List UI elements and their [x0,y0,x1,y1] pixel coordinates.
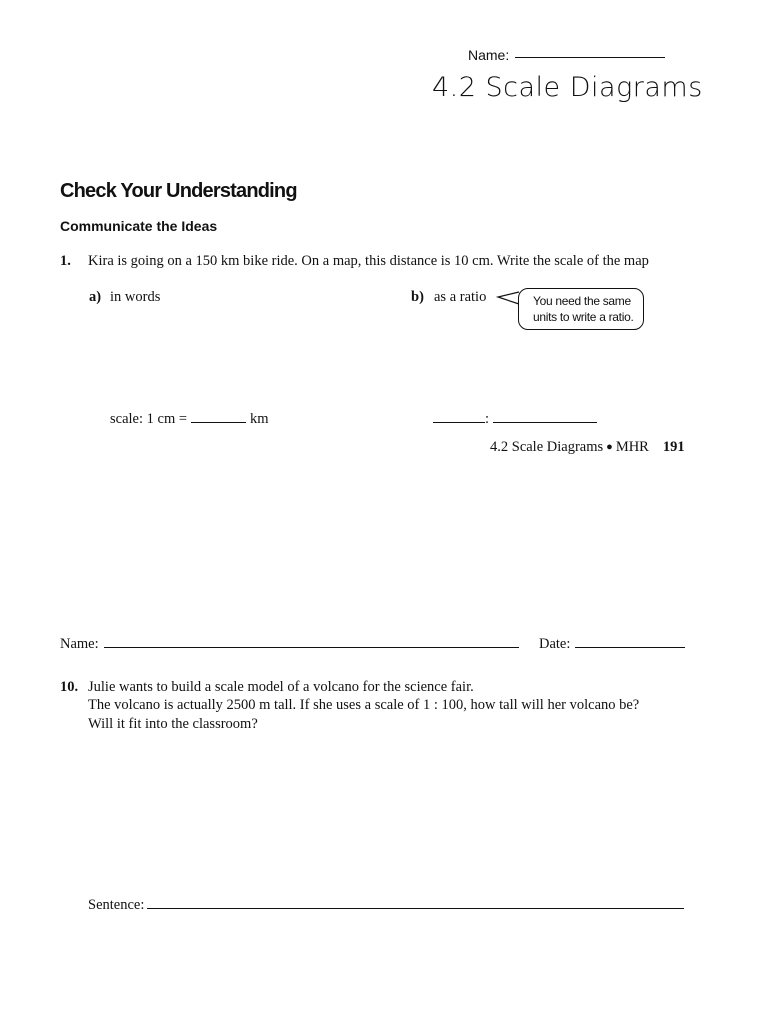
date-blank-line[interactable] [575,646,685,648]
footer-section: 4.2 Scale Diagrams [490,439,604,455]
footer-bullet: ● [606,441,613,453]
question-10-number: 10. [60,679,79,695]
part-a-label: a) [89,289,102,305]
page-footer [490,439,685,456]
answer-a [110,411,269,428]
name-field-bottom [60,636,519,653]
date-field [539,636,685,653]
part-b-label: b) [411,289,424,305]
footer-page-number: 191 [662,439,685,455]
answer-a-blank[interactable] [191,421,246,423]
question-10-line-1: Julie wants to build a scale model of a volcano for the science fair. [88,679,474,695]
date-label: Date: [539,636,571,652]
question-1-text: Kira is going on a 150 km bike ride. On a map, this distance is 10 cm. Write the scale of the map [88,253,649,269]
answer-b [433,411,597,428]
section-heading: Check Your Understanding [60,180,297,202]
sentence-label: Sentence: [88,897,145,913]
section-subheading: Communicate the Ideas [60,218,218,234]
hint-line-2: units to write a ratio. [533,310,634,324]
hint-bubble-tail-icon [496,288,520,308]
hint-line-1: You need the same [533,294,631,308]
question-10-line-2: The volcano is actually 2500 m tall. If she uses a scale of 1 : 100, how tall will her volcano be? [88,697,640,713]
hint-bubble [518,288,644,330]
footer-publisher: MHR [615,439,649,455]
question-10-line-3: Will it fit into the classroom? [88,716,258,732]
answer-b-separator: : [485,411,490,427]
sentence-field [88,897,684,914]
answer-a-unit: km [250,411,269,427]
name-field-top [468,47,665,63]
page-title: 4.2 Scale Diagrams [432,72,703,103]
name-label: Name: [468,47,510,63]
part-a-text: in words [110,289,161,305]
part-b-text: as a ratio [434,289,487,305]
answer-b-blank-left[interactable] [433,421,485,423]
sentence-blank-line[interactable] [147,907,684,909]
answer-b-blank-right[interactable] [493,421,597,423]
question-1-number: 1. [60,253,71,269]
name-blank-line-2[interactable] [104,646,519,648]
name-label-2: Name: [60,636,99,652]
name-blank-line[interactable] [515,56,665,58]
answer-a-prefix: scale: 1 cm = [110,411,188,427]
